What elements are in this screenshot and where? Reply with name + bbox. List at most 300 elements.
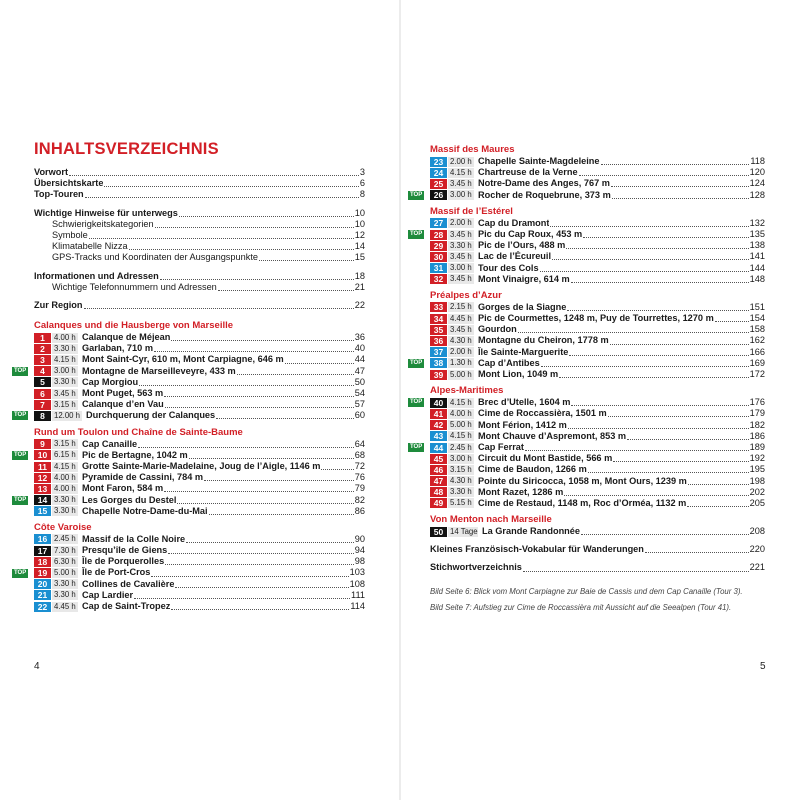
tour-duration: 3.45 h: [448, 274, 474, 284]
dot-leader: [209, 506, 354, 515]
dot-leader: [559, 369, 749, 378]
tour-duration: 2.45 h: [448, 443, 474, 453]
tour-duration: 3.15 h: [448, 465, 474, 475]
tour-duration: 3.30 h: [52, 377, 78, 387]
toc-index-entry[interactable]: [430, 562, 765, 573]
tour-page: 120: [749, 167, 765, 178]
tour-number-badge: 13: [34, 484, 51, 494]
section-heading: Rund um Toulon und Chaîne de Sainte-Baume: [34, 426, 243, 438]
tour-entry[interactable]: [430, 274, 765, 285]
right-page: [400, 0, 800, 800]
tour-name: Mont Férion, 1412 m: [478, 419, 567, 430]
tour-duration: 5.00 h: [448, 420, 474, 430]
top-badge: TOP: [410, 359, 423, 366]
page-number-right: 5: [760, 661, 766, 672]
tour-name: Mont Chauve d’Aspremont, 853 m: [478, 430, 627, 441]
tour-name: Cap du Dramont: [478, 217, 550, 228]
dot-leader: [611, 178, 749, 187]
toc-hints-subentry[interactable]: [34, 219, 365, 230]
toc-info-entry[interactable]: [34, 271, 365, 282]
tour-page: 98: [354, 556, 365, 567]
dot-leader: [715, 313, 749, 322]
tour-entry[interactable]: [14, 365, 365, 377]
tour-name: Mont Lion, 1049 m: [478, 369, 559, 379]
toc-hints-subentry[interactable]: [34, 230, 365, 241]
tour-number-badge: 15: [34, 506, 51, 516]
toc-page-number: 220: [749, 544, 765, 555]
dot-leader: [518, 324, 749, 333]
dot-leader: [601, 156, 750, 165]
tour-entry[interactable]: [34, 388, 365, 399]
dot-leader: [579, 167, 749, 176]
dot-leader: [321, 461, 353, 470]
tour-entry[interactable]: [14, 410, 365, 421]
tour-number-badge: 5: [34, 377, 51, 387]
tour-number-badge: 22: [34, 602, 51, 612]
tour-entry[interactable]: [430, 335, 765, 346]
tour-number-badge: 25: [430, 179, 447, 189]
top-badge: TOP: [410, 399, 423, 406]
tour-number-badge: 43: [430, 431, 447, 441]
tour-duration: 4.15 h: [448, 168, 474, 178]
tour-number-badge: 8: [34, 411, 51, 421]
dot-leader: [151, 568, 348, 577]
tour-number-badge: 23: [430, 157, 447, 167]
dot-leader: [164, 483, 354, 492]
tour-duration: 5.00 h: [52, 568, 78, 578]
toc-entry-text: Top-Touren: [34, 189, 84, 200]
tour-name: Notre-Dame des Anges, 767 m: [478, 178, 610, 189]
dot-leader: [627, 431, 749, 440]
toc-page-number: 21: [354, 281, 365, 292]
tour-page: 198: [749, 475, 765, 486]
tour-number-badge: 21: [34, 590, 51, 600]
tour-entry[interactable]: [430, 156, 765, 167]
tour-name: Chapelle Notre-Dame-du-Mai: [82, 505, 208, 516]
dot-leader: [564, 487, 748, 496]
tour-entry[interactable]: [14, 567, 365, 579]
tour-duration: 3.00 h: [448, 263, 474, 273]
toc-page-number: 3: [359, 167, 365, 177]
tour-number-badge: 36: [430, 336, 447, 346]
tour-page: 60: [354, 410, 365, 421]
tour-entry[interactable]: [34, 332, 365, 343]
dot-leader: [204, 472, 354, 481]
tour-page: 154: [749, 313, 765, 324]
tour-name: Mont Saint-Cyr, 610 m, Mont Carpiagne, 646 m: [82, 354, 284, 365]
tour-entry[interactable]: [34, 590, 365, 601]
tour-page: 205: [749, 497, 765, 508]
tour-number-badge: 1: [34, 333, 51, 343]
tour-entry[interactable]: [34, 343, 365, 354]
tour-name: Massif de la Colle Noire: [82, 533, 186, 544]
tour-entry[interactable]: [430, 218, 765, 229]
dot-leader: [687, 498, 748, 507]
tour-entry[interactable]: [410, 189, 765, 201]
section-heading: Massif des Maures: [430, 144, 515, 155]
tour-entry[interactable]: [430, 476, 765, 487]
tour-entry[interactable]: [430, 453, 765, 464]
tour-name: Gorges de la Siagne: [478, 301, 567, 312]
tour-name: Mont Vinaigre, 614 m: [478, 273, 570, 284]
tour-number-badge: 2: [34, 344, 51, 354]
tour-entry[interactable]: [430, 464, 765, 475]
tour-number-badge: 20: [34, 579, 51, 589]
tour-duration: 4.45 h: [448, 314, 474, 324]
toc-intro-entry[interactable]: [34, 178, 365, 189]
tour-number-badge: 18: [34, 557, 51, 567]
toc-page-number: 8: [359, 189, 365, 200]
tour-page: 64: [354, 438, 365, 449]
tour-page: 36: [354, 332, 365, 343]
tour-entry[interactable]: [430, 369, 765, 380]
top-badge-slot: [408, 397, 430, 408]
tour-duration: 3.45 h: [52, 389, 78, 399]
tour-duration: 3.45 h: [448, 230, 474, 240]
dot-leader: [129, 241, 354, 250]
dot-leader: [608, 408, 749, 417]
tour-entry[interactable]: [34, 461, 365, 472]
toc-page-number: 10: [354, 207, 365, 218]
dot-leader: [154, 343, 354, 352]
toc-hints-entry[interactable]: [34, 208, 365, 219]
tour-page: 94: [354, 545, 365, 556]
tour-name: Cime de Roccassièra, 1501 m: [478, 408, 607, 419]
tour-page: 176: [749, 397, 765, 408]
top-badge-slot: [12, 410, 34, 421]
tour-name: Durchquerung der Calanques: [86, 410, 216, 421]
tour-page: 111: [351, 589, 365, 600]
toc-region-entry[interactable]: [34, 300, 365, 311]
tour-name: Mont Razet, 1286 m: [478, 486, 564, 497]
tour-duration: 6.15 h: [52, 450, 78, 460]
tour-entry[interactable]: [14, 449, 365, 461]
tour-entry[interactable]: [34, 354, 365, 365]
tour-duration: 4.15 h: [448, 431, 474, 441]
toc-entry-text: Schwierigkeitskategorien: [52, 218, 154, 229]
tour-page: 202: [749, 486, 765, 497]
dot-leader: [550, 218, 748, 227]
tour-page: 166: [749, 346, 765, 357]
toc-page-number: 22: [354, 299, 365, 310]
tour-name: Chapelle Sainte-Magdeleine: [478, 156, 600, 166]
tour-entry[interactable]: [34, 545, 365, 556]
tour-entry[interactable]: [430, 263, 765, 274]
tour-name: Île de Port-Cros: [82, 567, 151, 578]
tour-page: 208: [749, 526, 765, 537]
dot-leader: [259, 252, 354, 261]
tour-number-badge: 6: [34, 389, 51, 399]
tour-duration: 14 Tage: [450, 526, 478, 536]
tour-number-badge: 46: [430, 465, 447, 475]
dot-leader: [84, 300, 354, 309]
section-heading: Calanques und die Hausberge von Marseille: [34, 320, 234, 332]
tour-number-badge: 33: [430, 302, 447, 312]
tour-entry[interactable]: [430, 498, 765, 509]
tour-page: 47: [354, 365, 365, 376]
dot-leader: [139, 377, 354, 386]
tour-name: Circuit du Mont Bastide, 566 m: [478, 453, 613, 464]
tour-number-badge: 41: [430, 409, 447, 419]
tour-number-badge: 34: [430, 314, 447, 324]
top-badge: TOP: [14, 569, 27, 576]
tour-entry[interactable]: [430, 251, 765, 262]
tour-name: Tour des Cols: [478, 262, 539, 273]
tour-name: Chartreuse de la Verne: [478, 167, 578, 178]
tour-page: 135: [749, 228, 765, 239]
tour-page: 151: [749, 301, 765, 312]
tour-page: 72: [354, 460, 365, 471]
toc-hints-subentry[interactable]: [34, 252, 365, 263]
tour-entry[interactable]: [430, 167, 765, 178]
toc-info-subentry[interactable]: [34, 282, 365, 293]
toc-entry-text: Zur Region: [34, 299, 83, 310]
tour-duration: 1.30 h: [448, 358, 474, 368]
tour-page: 114: [350, 601, 365, 611]
tour-entry[interactable]: [14, 494, 365, 506]
tour-duration: 4.15 h: [448, 398, 474, 408]
toc-entry-text: Übersichtskarte: [34, 178, 104, 189]
top-badge-slot: [12, 567, 34, 578]
tour-number-badge: 19: [34, 568, 51, 578]
tour-duration: 4.15 h: [52, 462, 78, 472]
dot-leader: [552, 251, 749, 260]
dot-leader: [523, 563, 749, 572]
tour-entry[interactable]: [430, 420, 765, 431]
tour-number-badge: 32: [430, 274, 447, 284]
tour-number-badge: 39: [430, 370, 447, 380]
tour-page: 76: [354, 472, 365, 483]
tour-name: Cap de Saint-Tropez: [82, 601, 171, 611]
tour-duration: 4.00 h: [52, 473, 78, 483]
tour-entry[interactable]: [34, 556, 365, 567]
tour-duration: 5.15 h: [448, 498, 474, 508]
dot-leader: [612, 190, 749, 199]
toc-intro-entry[interactable]: [34, 189, 365, 200]
tour-duration: 3.30 h: [52, 579, 78, 589]
tour-entry[interactable]: [410, 357, 765, 369]
dot-leader: [175, 579, 348, 588]
tour-number-badge: 27: [430, 218, 447, 228]
toc-entry-text: Klimatabelle Nizza: [52, 241, 128, 252]
dot-leader: [583, 229, 749, 238]
dot-leader: [186, 534, 354, 543]
tour-name: Pointe du Siricocca, 1058 m, Mont Ours, 1239 m: [478, 475, 687, 486]
tour-entry[interactable]: [410, 441, 765, 453]
tour-name: Cap Morgiou: [82, 376, 139, 387]
tour-entry[interactable]: [34, 483, 365, 494]
dot-leader: [525, 442, 749, 451]
tour-number-badge: 24: [430, 168, 447, 178]
tour-duration: 3.30 h: [52, 506, 78, 516]
tour-duration: 3.00 h: [52, 366, 78, 376]
dot-leader: [613, 453, 748, 462]
top-badge: TOP: [14, 412, 27, 419]
dot-leader: [179, 208, 354, 217]
toc-vocab-entry[interactable]: [430, 544, 765, 555]
tour-number-badge: 30: [430, 252, 447, 262]
dot-leader: [588, 464, 749, 473]
tour-number-badge: 42: [430, 420, 447, 430]
tour-number-badge: 35: [430, 325, 447, 335]
tour-entry[interactable]: [34, 534, 365, 545]
tour-entry[interactable]: [34, 399, 365, 410]
tour-page: 158: [749, 324, 765, 335]
dot-leader: [540, 263, 749, 272]
tour-entry[interactable]: [410, 397, 765, 408]
tour-duration: 6.30 h: [52, 557, 78, 567]
tour-name: Cime de Baudon, 1266 m: [478, 464, 587, 475]
tour-number-badge: 3: [34, 355, 51, 365]
section-heading: Massif de l’Estérel: [430, 205, 513, 217]
tour-entry[interactable]: [430, 178, 765, 189]
tour-name: Presqu’île de Giens: [82, 545, 168, 556]
tour-number-badge: 50: [430, 527, 447, 537]
tour-name: Pic du Cap Roux, 453 m: [478, 228, 583, 239]
tour-entry[interactable]: [430, 347, 765, 358]
tour-number-badge: 29: [430, 241, 447, 251]
toc-entry-text: Kleines Französisch-Vokabular für Wanderungen: [430, 544, 644, 555]
toc-page-number: 14: [354, 241, 365, 252]
tour-page: 144: [749, 262, 765, 273]
tour-number-badge: 4: [34, 366, 51, 376]
tour-number-badge: 37: [430, 347, 447, 357]
toc-entry-text: Symbole: [52, 229, 88, 240]
tour-entry[interactable]: [430, 240, 765, 251]
tour-entry[interactable]: [430, 526, 765, 537]
dot-leader: [168, 545, 353, 554]
tour-number-badge: 47: [430, 476, 447, 486]
toc-page-number: 18: [354, 270, 365, 281]
tour-name: Île de Porquerolles: [82, 556, 165, 567]
dot-leader: [165, 399, 354, 408]
dot-leader: [571, 274, 749, 283]
dot-leader: [155, 219, 354, 228]
tour-duration: 7.30 h: [52, 546, 78, 556]
tour-page: 44: [354, 354, 365, 365]
tour-number-badge: 44: [430, 443, 447, 453]
tour-number-badge: 28: [430, 230, 447, 240]
tour-page: 132: [749, 217, 765, 228]
tour-number-badge: 38: [430, 358, 447, 368]
tour-name: Garlaban, 710 m: [82, 343, 153, 354]
dot-leader: [218, 282, 354, 291]
tour-duration: 4.30 h: [448, 336, 474, 346]
tour-entry[interactable]: [34, 377, 365, 388]
dot-leader: [160, 271, 354, 280]
dot-leader: [688, 476, 749, 485]
page-title: INHALTSVERZEICHNIS: [34, 140, 219, 158]
tour-page: 54: [354, 388, 365, 398]
tour-page: 118: [750, 156, 765, 166]
tour-page: 128: [749, 189, 765, 200]
tour-page: 138: [749, 240, 765, 251]
tour-duration: 3.30 h: [52, 590, 78, 600]
top-badge-slot: [12, 450, 34, 461]
dot-leader: [568, 420, 749, 429]
tour-entry[interactable]: [430, 487, 765, 498]
tour-entry[interactable]: [34, 472, 365, 483]
tour-name: Calanque de Méjean: [82, 332, 171, 343]
right-toc-column: [410, 139, 765, 613]
dot-leader: [581, 526, 749, 535]
dot-leader: [569, 347, 748, 356]
toc-page-number: 221: [749, 562, 765, 573]
tour-entry[interactable]: [34, 579, 365, 590]
tour-number-badge: 10: [34, 450, 51, 460]
toc-entry-text: Informationen und Adressen: [34, 270, 159, 281]
tour-number-badge: 31: [430, 263, 447, 273]
tour-duration: 3.30 h: [52, 344, 78, 354]
tour-name: Collines de Cavalière: [82, 578, 175, 589]
tour-duration: 3.30 h: [448, 241, 474, 251]
tour-entry[interactable]: [34, 439, 365, 450]
tour-duration: 3.15 h: [52, 400, 78, 410]
top-badge-slot: [12, 366, 34, 377]
tour-name: Cap d’Antibes: [478, 357, 540, 368]
tour-page: 124: [749, 178, 765, 189]
image-caption: Bild Seite 6: Blick vom Mont Carpiagne zur Baie de Cassis und dem Cap Canaille (Tour 3).: [430, 586, 743, 596]
tour-page: 189: [749, 441, 765, 452]
top-badge: TOP: [410, 191, 423, 198]
tour-page: 179: [749, 408, 765, 419]
tour-name: Pyramide de Cassini, 784 m: [82, 472, 204, 483]
tour-duration: 3.15 h: [52, 439, 78, 449]
tour-entry[interactable]: [34, 601, 365, 612]
tour-entry[interactable]: [34, 506, 365, 517]
dot-leader: [645, 544, 749, 553]
tour-page: 40: [354, 343, 365, 354]
tour-duration: 4.00 h: [52, 333, 78, 343]
tour-entry[interactable]: [430, 313, 765, 324]
tour-name: Cap Canaille: [82, 438, 138, 449]
tour-duration: 3.30 h: [448, 487, 474, 497]
tour-name: Brec d’Utelle, 1604 m: [478, 397, 571, 408]
tour-page: 195: [749, 464, 765, 475]
section-heading: Préalpes d’Azur: [430, 289, 502, 301]
tour-number-badge: 11: [34, 462, 51, 472]
tour-page: 192: [749, 453, 765, 464]
page-number-left: 4: [34, 661, 40, 672]
tour-entry[interactable]: [430, 431, 765, 442]
tour-duration: 3.45 h: [448, 179, 474, 189]
dot-leader: [134, 590, 350, 599]
tour-name: Mont Puget, 563 m: [82, 388, 164, 398]
tour-name: La Grande Randonnée: [482, 526, 581, 537]
tour-name: Mont Faron, 584 m: [82, 483, 164, 494]
dot-leader: [571, 397, 748, 406]
toc-entry-text: Vorwort: [34, 167, 69, 177]
tour-entry[interactable]: [430, 408, 765, 419]
tour-name: Montagne de Marseilleveyre, 433 m: [82, 365, 236, 376]
tour-name: Pic de Courmettes, 1248 m, Puy de Tourrettes, 1270 m: [478, 313, 714, 324]
tour-number-badge: 40: [430, 398, 447, 408]
dot-leader: [171, 332, 353, 341]
toc-hints-subentry[interactable]: [34, 241, 365, 252]
toc-intro-entry[interactable]: [34, 167, 365, 178]
tour-page: 172: [749, 369, 765, 379]
tour-duration: 4.00 h: [448, 409, 474, 419]
dot-leader: [69, 167, 359, 176]
tour-entry[interactable]: [430, 302, 765, 313]
dot-leader: [189, 450, 354, 459]
tour-duration: 4.00 h: [52, 484, 78, 494]
tour-name: Cap Lardier: [82, 589, 134, 600]
tour-entry[interactable]: [410, 228, 765, 240]
top-badge-slot: [408, 358, 430, 369]
tour-entry[interactable]: [430, 324, 765, 335]
dot-leader: [171, 601, 349, 610]
